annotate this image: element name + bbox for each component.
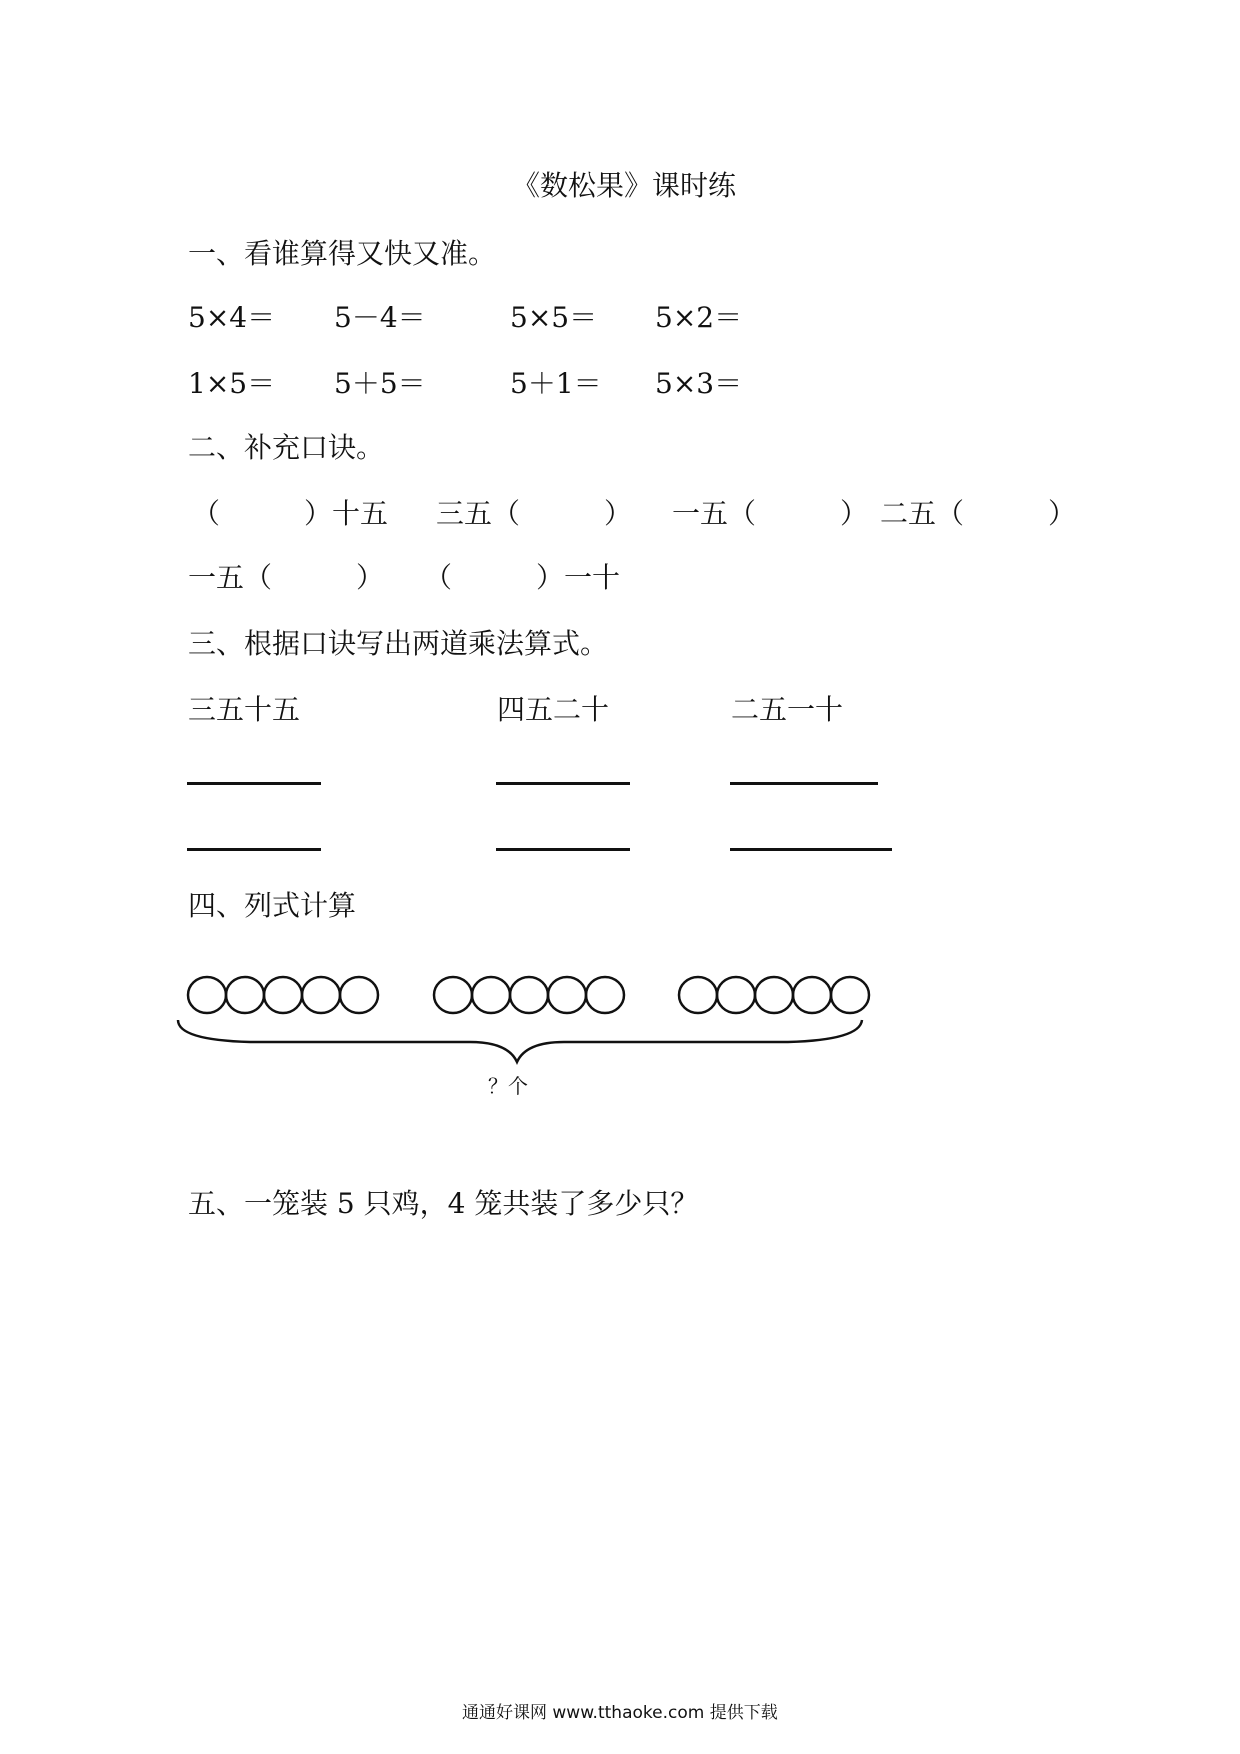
rhyme-text: 二五一十 bbox=[731, 693, 844, 726]
circle bbox=[548, 977, 586, 1013]
equation: 5＋1＝ bbox=[510, 367, 602, 400]
circle bbox=[340, 977, 378, 1013]
worksheet-title: 《数松果》课时练 bbox=[512, 169, 737, 202]
circle bbox=[755, 977, 793, 1013]
equation: 5×3＝ bbox=[655, 367, 743, 400]
rhyme-blank: 三五（ ） bbox=[436, 497, 633, 530]
equation: 5×2＝ bbox=[655, 301, 743, 334]
circle bbox=[226, 977, 264, 1013]
circle bbox=[793, 977, 831, 1013]
rhyme-text: 四五二十 bbox=[497, 693, 610, 726]
curly-brace bbox=[178, 1020, 862, 1062]
rhyme-blank: （ ）十五 bbox=[192, 497, 389, 530]
equation: 5×4＝ bbox=[188, 301, 276, 334]
rhyme-blank: 一五（ ） bbox=[188, 561, 385, 594]
circle bbox=[831, 977, 869, 1013]
rhyme-blank: （ ）一十 bbox=[424, 561, 621, 594]
section-4-heading: 四、列式计算 bbox=[188, 889, 357, 922]
rhyme-text: 三五十五 bbox=[188, 693, 301, 726]
circle bbox=[188, 977, 226, 1013]
rhyme-blank: 一五（ ） bbox=[672, 497, 869, 530]
circle bbox=[434, 977, 472, 1013]
section-1-heading: 一、看谁算得又快又准。 bbox=[188, 237, 497, 270]
circle bbox=[302, 977, 340, 1013]
circle bbox=[586, 977, 624, 1013]
section-5-heading: 五、一笼装 5 只鸡，4 笼共装了多少只？ bbox=[188, 1187, 699, 1220]
circle bbox=[679, 977, 717, 1013]
section-2-heading: 二、补充口诀。 bbox=[188, 431, 385, 464]
circle bbox=[472, 977, 510, 1013]
rhyme-blank: 二五（ ） bbox=[880, 497, 1077, 530]
equation: 5×5＝ bbox=[510, 301, 598, 334]
equation: 1×5＝ bbox=[188, 367, 276, 400]
equation: 5＋5＝ bbox=[334, 367, 426, 400]
footer-text: 通通好课网 www.tthaoke.com 提供下载 bbox=[462, 1703, 778, 1723]
equation: 5－4＝ bbox=[334, 301, 426, 334]
section-3-heading: 三、根据口诀写出两道乘法算式。 bbox=[188, 627, 609, 660]
circle bbox=[510, 977, 548, 1013]
brace-label: ？个 bbox=[488, 1074, 528, 1098]
circle bbox=[264, 977, 302, 1013]
circle bbox=[717, 977, 755, 1013]
